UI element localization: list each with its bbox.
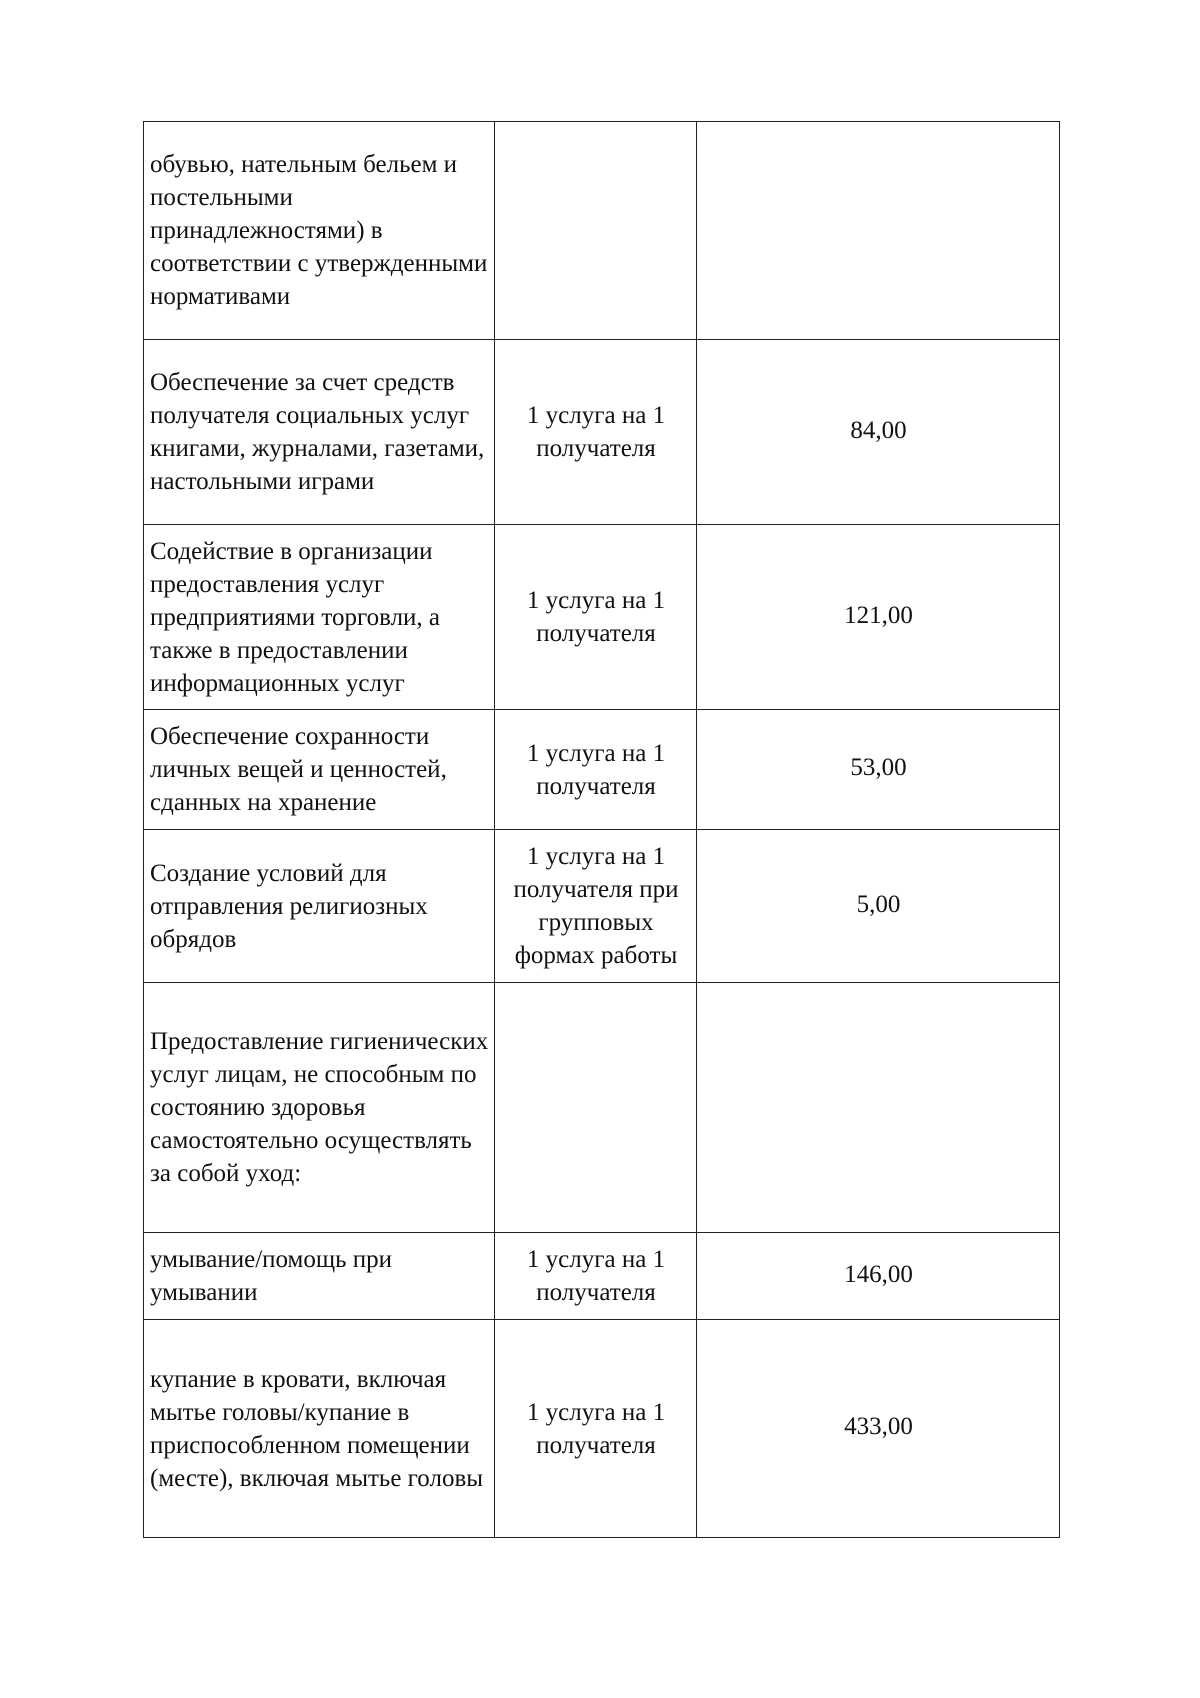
- table-row: [144, 830, 1060, 983]
- service-unit: 1 услуга на 1 получателя: [526, 402, 666, 462]
- price-cell: [697, 525, 1060, 710]
- price-cell: [697, 983, 1060, 1233]
- service-name-cell: [144, 340, 495, 525]
- unit-cell: [495, 122, 697, 340]
- table-row: [144, 340, 1060, 525]
- service-unit: 1 услуга на 1 получателя: [526, 587, 666, 647]
- service-price: 433,00: [844, 1413, 913, 1440]
- service-name-cell: [144, 710, 495, 830]
- unit-cell: [495, 983, 697, 1233]
- service-price: 84,00: [850, 416, 907, 444]
- table-row: [144, 1320, 1060, 1538]
- price-cell: [697, 710, 1060, 830]
- unit-cell: [495, 525, 697, 710]
- price-cell: [697, 340, 1060, 525]
- service-name: Обеспечение за счет средств получателя социальных услуг книгами, журналами, газетами, настольными играми: [150, 369, 485, 495]
- service-name-cell: [144, 525, 495, 710]
- service-name-cell: [144, 122, 495, 340]
- price-cell: [697, 1320, 1060, 1538]
- table-row: [144, 1233, 1060, 1320]
- service-name-cell: [144, 830, 495, 983]
- unit-cell: [495, 830, 697, 983]
- service-name: Предоставление гигиенических услуг лицам, не способным по состоянию здоровья самостоятельно осуществлять за собой уход:: [150, 1028, 489, 1187]
- unit-cell: [495, 710, 697, 830]
- service-name: умывание/помощь при умывании: [150, 1246, 393, 1306]
- table-row: [144, 710, 1060, 830]
- table-row: [144, 122, 1060, 340]
- unit-cell: [495, 1320, 697, 1538]
- service-name-cell: [144, 1233, 495, 1320]
- table-row: [144, 525, 1060, 710]
- service-price: 121,00: [844, 601, 913, 629]
- service-name-cell: [144, 1320, 495, 1538]
- service-unit: 1 услуга на 1 получателя при групповых формах работы: [513, 843, 679, 969]
- unit-cell: [495, 1233, 697, 1320]
- unit-cell: [495, 340, 697, 525]
- service-name: купание в кровати, включая мытье головы/купание в приспособленном помещении (месте), включая мытье головы: [150, 1365, 484, 1492]
- services-tariff-table: [143, 121, 1060, 1538]
- service-unit: 1 услуга на 1 получателя: [526, 739, 666, 800]
- service-price: 53,00: [850, 754, 907, 781]
- service-name: Содействие в организации предоставления услуг предприятиями торговли, а также в предоставлении информационных услуг: [150, 537, 441, 697]
- service-name: Создание условий для отправления религиозных обрядов: [150, 859, 428, 953]
- service-unit: 1 услуга на 1 получателя: [526, 1398, 666, 1459]
- price-cell: [697, 830, 1060, 983]
- service-name-cell: [144, 983, 495, 1233]
- service-name: обувью, нательным бельем и постельными принадлежностями) в соответствии с утвержденными нормативами: [150, 151, 488, 310]
- service-price: 146,00: [844, 1260, 913, 1288]
- service-price: 5,00: [856, 890, 901, 918]
- service-unit: 1 услуга на 1 получателя: [526, 1246, 666, 1306]
- service-name: Обеспечение сохранности личных вещей и ценностей, сданных на хранение: [150, 723, 447, 816]
- price-cell: [697, 122, 1060, 340]
- price-cell: [697, 1233, 1060, 1320]
- table-row: [144, 983, 1060, 1233]
